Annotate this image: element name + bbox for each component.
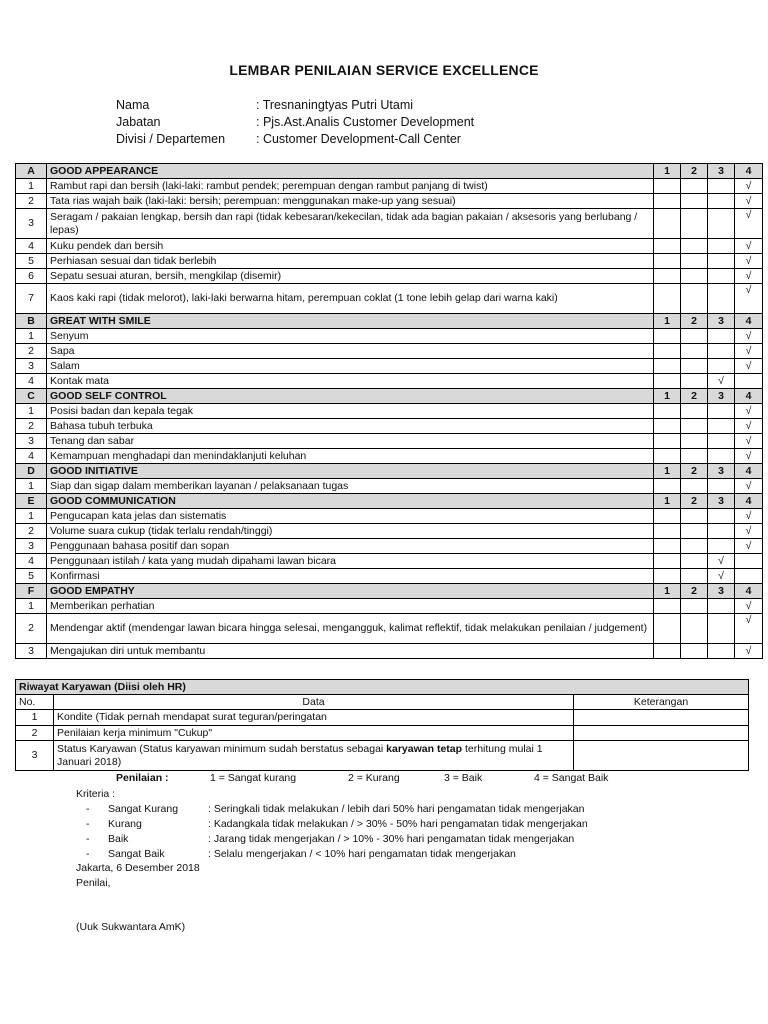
- score-header: 2: [681, 494, 708, 509]
- score-header: 1: [654, 494, 681, 509]
- item-no: 1: [16, 404, 47, 419]
- table-row: [16, 254, 763, 269]
- section-header-row: [16, 164, 763, 179]
- section-title: GOOD COMMUNICATION: [47, 494, 654, 509]
- row-data: [54, 741, 574, 771]
- score-cell: [708, 209, 735, 239]
- score-cell: √: [708, 554, 735, 569]
- signer-name: (Uuk Sukwantara AmK): [76, 921, 186, 933]
- score-cell: [708, 644, 735, 659]
- score-header: 3: [708, 464, 735, 479]
- score-cell: [708, 509, 735, 524]
- section-code: F: [16, 584, 47, 599]
- score-cell: [654, 599, 681, 614]
- section-title: GOOD APPEARANCE: [47, 164, 654, 179]
- item-no: 3: [16, 644, 47, 659]
- row-keterangan: [574, 710, 749, 726]
- kriteria-label: Kriteria :: [76, 788, 116, 800]
- score-header: 4: [735, 584, 763, 599]
- item-text: Tata rias wajah baik (laki-laki: bersih; perempuan: menggunakan make-up yang sesuai): [47, 194, 654, 209]
- text-part: Status Karyawan (Status karyawan minimum sudah berstatus sebagai: [57, 742, 387, 755]
- score-header: 1: [654, 314, 681, 329]
- score-cell: [681, 269, 708, 284]
- score-cell: √: [735, 599, 763, 614]
- score-cell: [654, 269, 681, 284]
- table-row: [16, 269, 763, 284]
- score-cell: √: [735, 479, 763, 494]
- score-cell: [654, 614, 681, 644]
- row-no: 2: [16, 726, 54, 741]
- table-row: [16, 539, 763, 554]
- score-cell: [654, 239, 681, 254]
- item-text: Konfirmasi: [47, 569, 654, 584]
- score-cell: √: [735, 344, 763, 359]
- score-header: 3: [708, 584, 735, 599]
- table-row: [16, 710, 749, 726]
- score-cell: [654, 359, 681, 374]
- table-row: [16, 644, 763, 659]
- score-cell: [735, 569, 763, 584]
- score-cell: [654, 179, 681, 194]
- kriteria-row: [76, 832, 588, 847]
- score-header: 1: [654, 464, 681, 479]
- section-code: D: [16, 464, 47, 479]
- table-row: [16, 404, 763, 419]
- kriteria-row: [76, 847, 588, 862]
- info-row-nama: [116, 97, 474, 114]
- score-cell: [681, 449, 708, 464]
- section-code: B: [16, 314, 47, 329]
- kriteria-name: Kurang: [108, 818, 142, 830]
- score-header: 3: [708, 164, 735, 179]
- score-cell: [654, 419, 681, 434]
- score-cell: [708, 254, 735, 269]
- table-row: [16, 726, 749, 741]
- score-cell: [708, 524, 735, 539]
- item-text: Pengucapan kata jelas dan sistematis: [47, 509, 654, 524]
- item-text: Bahasa tubuh terbuka: [47, 419, 654, 434]
- score-cell: [681, 599, 708, 614]
- score-cell: √: [735, 269, 763, 284]
- scale-2: 2 = Kurang: [348, 772, 400, 784]
- item-text: Senyum: [47, 329, 654, 344]
- table-row: [16, 419, 763, 434]
- info-value: : Pjs.Ast.Analis Customer Development: [256, 115, 475, 129]
- score-cell: √: [735, 419, 763, 434]
- kriteria-name: Baik: [108, 833, 129, 845]
- scale-4: 4 = Sangat Baik: [534, 772, 609, 784]
- item-no: 4: [16, 374, 47, 389]
- dash: -: [86, 848, 90, 860]
- row-no: 3: [16, 741, 54, 771]
- kriteria-desc: : Selalu mengerjakan / < 10% hari pengamatan tidak mengerjakan: [208, 848, 516, 860]
- score-cell: [708, 329, 735, 344]
- score-cell: [654, 209, 681, 239]
- score-header: 3: [708, 314, 735, 329]
- score-cell: [654, 569, 681, 584]
- kriteria-row: [76, 802, 588, 817]
- item-text: Kuku pendek dan bersih: [47, 239, 654, 254]
- dash: -: [86, 833, 90, 845]
- section-header-row: [16, 464, 763, 479]
- table-row: [16, 434, 763, 449]
- score-cell: [681, 569, 708, 584]
- scale-1: 1 = Sangat kurang: [210, 772, 297, 784]
- item-no: 2: [16, 524, 47, 539]
- text-part: terhitung mulai 1 Januari 2018): [57, 742, 543, 768]
- score-cell: [681, 239, 708, 254]
- item-text: Memberikan perhatian: [47, 599, 654, 614]
- assessment-table: [15, 163, 763, 659]
- item-text: Mendengar aktif (mendengar lawan bicara hingga selesai, mengangguk, kalimat reflektif, tidak melakukan penilaian / judgement): [47, 614, 654, 644]
- item-no: 1: [16, 329, 47, 344]
- item-text: Penggunaan bahasa positif dan sopan: [47, 539, 654, 554]
- score-header: 2: [681, 584, 708, 599]
- section-title: GOOD SELF CONTROL: [47, 389, 654, 404]
- info-label: Divisi / Departemen: [116, 132, 226, 146]
- score-cell: [681, 614, 708, 644]
- info-label: Jabatan: [116, 115, 161, 129]
- item-text: Kemampuan menghadapi dan menindaklanjuti keluhan: [47, 449, 654, 464]
- score-cell: [735, 554, 763, 569]
- row-data: Penilaian kerja minimum "Cukup": [54, 726, 574, 741]
- riwayat-title: Riwayat Karyawan (Diisi oleh HR): [16, 680, 749, 695]
- score-cell: √: [735, 359, 763, 374]
- item-no: 4: [16, 554, 47, 569]
- score-cell: [708, 269, 735, 284]
- score-header: 3: [708, 494, 735, 509]
- table-row: [16, 509, 763, 524]
- score-header: 4: [735, 164, 763, 179]
- section-title: GOOD EMPATHY: [47, 584, 654, 599]
- score-cell: √: [735, 239, 763, 254]
- table-row: [16, 344, 763, 359]
- employee-info: [116, 97, 474, 148]
- score-header: 1: [654, 389, 681, 404]
- score-cell: [681, 209, 708, 239]
- item-text: Perhiasan sesuai dan tidak berlebih: [47, 254, 654, 269]
- score-cell: [708, 599, 735, 614]
- score-cell: √: [735, 449, 763, 464]
- score-cell: [681, 404, 708, 419]
- section-header-row: [16, 494, 763, 509]
- table-row: [16, 194, 763, 209]
- score-cell: √: [735, 329, 763, 344]
- item-text: Volume suara cukup (tidak terlalu rendah/tinggi): [47, 524, 654, 539]
- item-text: Tenang dan sabar: [47, 434, 654, 449]
- item-no: 7: [16, 284, 47, 314]
- item-no: 1: [16, 179, 47, 194]
- section-title: GOOD INITIATIVE: [47, 464, 654, 479]
- score-cell: √: [735, 614, 763, 644]
- score-cell: √: [708, 569, 735, 584]
- item-no: 2: [16, 419, 47, 434]
- score-cell: [708, 404, 735, 419]
- page-title: LEMBAR PENILAIAN SERVICE EXCELLENCE: [229, 62, 539, 78]
- table-row: [16, 479, 763, 494]
- table-row: [16, 374, 763, 389]
- item-text: Kontak mata: [47, 374, 654, 389]
- score-cell: [708, 359, 735, 374]
- score-cell: [654, 644, 681, 659]
- table-row: [16, 524, 763, 539]
- score-cell: [708, 284, 735, 314]
- item-text: Salam: [47, 359, 654, 374]
- score-cell: [681, 329, 708, 344]
- table-row: [16, 359, 763, 374]
- item-no: 3: [16, 539, 47, 554]
- score-cell: [708, 344, 735, 359]
- text-bold-part: karyawan tetap: [386, 742, 463, 755]
- score-cell: [681, 554, 708, 569]
- score-header: 2: [681, 389, 708, 404]
- section-header-row: [16, 584, 763, 599]
- kriteria-desc: : Seringkali tidak melakukan / lebih dari 50% hari pengamatan tidak mengerjakan: [208, 803, 585, 815]
- table-row: [16, 741, 749, 771]
- item-text: Mengajukan diri untuk membantu: [47, 644, 654, 659]
- item-no: 4: [16, 449, 47, 464]
- col-keterangan-header: Keterangan: [574, 695, 749, 710]
- item-no: 3: [16, 209, 47, 239]
- score-header: 3: [708, 389, 735, 404]
- score-cell: [654, 404, 681, 419]
- score-cell: [735, 374, 763, 389]
- table-row: [16, 239, 763, 254]
- table-row: [16, 554, 763, 569]
- section-code: C: [16, 389, 47, 404]
- item-no: 3: [16, 434, 47, 449]
- item-no: 4: [16, 239, 47, 254]
- score-cell: √: [735, 509, 763, 524]
- score-cell: [681, 434, 708, 449]
- kriteria-block: [76, 787, 588, 862]
- table-row: [16, 179, 763, 194]
- kriteria-desc: : Jarang tidak mengerjakan / > 10% - 30% hari pengamatan tidak mengerjakan: [208, 833, 575, 845]
- kriteria-name: Sangat Kurang: [108, 803, 179, 815]
- score-header: 2: [681, 164, 708, 179]
- score-cell: [654, 509, 681, 524]
- score-cell: [681, 374, 708, 389]
- score-cell: [681, 179, 708, 194]
- item-no: 5: [16, 254, 47, 269]
- score-cell: [654, 479, 681, 494]
- item-no: 5: [16, 569, 47, 584]
- table-row: [16, 209, 763, 239]
- score-cell: √: [735, 254, 763, 269]
- item-no: 1: [16, 479, 47, 494]
- score-header: 2: [681, 464, 708, 479]
- score-cell: √: [735, 539, 763, 554]
- item-text: Sepatu sesuai aturan, bersih, mengkilap (disemir): [47, 269, 654, 284]
- score-header: 4: [735, 314, 763, 329]
- score-cell: √: [735, 209, 763, 239]
- score-cell: [708, 179, 735, 194]
- item-text: Kaos kaki rapi (tidak melorot), laki-laki berwarna hitam, perempuan coklat (1 tone lebih gelap dari warna kaki): [47, 284, 654, 314]
- section-title: GREAT WITH SMILE: [47, 314, 654, 329]
- score-cell: [681, 284, 708, 314]
- row-data: Kondite (Tidak pernah mendapat surat teguran/peringatan: [54, 710, 574, 726]
- score-header: 1: [654, 164, 681, 179]
- section-code: E: [16, 494, 47, 509]
- score-cell: [708, 434, 735, 449]
- riwayat-karyawan-table: [15, 679, 749, 771]
- score-cell: [654, 329, 681, 344]
- score-cell: [681, 254, 708, 269]
- item-text: Siap dan sigap dalam memberikan layanan / pelaksanaan tugas: [47, 479, 654, 494]
- score-header: 4: [735, 389, 763, 404]
- score-header: 4: [735, 494, 763, 509]
- score-cell: √: [735, 179, 763, 194]
- score-cell: [654, 194, 681, 209]
- score-cell: [654, 554, 681, 569]
- score-cell: [708, 614, 735, 644]
- table-row: [16, 329, 763, 344]
- info-row-divisi: [116, 131, 474, 148]
- score-cell: [708, 419, 735, 434]
- kriteria-name: Sangat Baik: [108, 848, 165, 860]
- score-cell: [654, 284, 681, 314]
- item-no: 2: [16, 344, 47, 359]
- info-row-jabatan: [116, 114, 474, 131]
- item-text: Sapa: [47, 344, 654, 359]
- riwayat-title-row: [16, 680, 749, 695]
- score-cell: [681, 524, 708, 539]
- dash: -: [86, 803, 90, 815]
- table-row: [16, 284, 763, 314]
- score-cell: √: [735, 194, 763, 209]
- item-no: 1: [16, 509, 47, 524]
- table-row: [16, 599, 763, 614]
- score-cell: √: [708, 374, 735, 389]
- score-cell: √: [735, 524, 763, 539]
- score-cell: [681, 539, 708, 554]
- score-cell: [654, 434, 681, 449]
- score-cell: [708, 539, 735, 554]
- score-cell: √: [735, 644, 763, 659]
- score-header: 1: [654, 584, 681, 599]
- info-value: : Customer Development-Call Center: [256, 132, 461, 146]
- score-cell: √: [735, 284, 763, 314]
- score-cell: [681, 644, 708, 659]
- section-header-row: [16, 314, 763, 329]
- col-data-header: Data: [54, 695, 574, 710]
- item-no: 6: [16, 269, 47, 284]
- row-no: 1: [16, 710, 54, 726]
- score-cell: [708, 449, 735, 464]
- score-cell: [708, 194, 735, 209]
- score-cell: [654, 344, 681, 359]
- item-text: Rambut rapi dan bersih (laki-laki: rambut pendek; perempuan dengan rambut panjang di twist): [47, 179, 654, 194]
- score-cell: [654, 539, 681, 554]
- score-cell: [681, 509, 708, 524]
- item-text: Seragam / pakaian lengkap, bersih dan rapi (tidak kebesaran/kekecilan, tidak ada bagian pakaian / aksesoris yang berlubang / lepas): [47, 209, 654, 239]
- item-text: Penggunaan istilah / kata yang mudah dipahami lawan bicara: [47, 554, 654, 569]
- item-no: 3: [16, 359, 47, 374]
- info-value: : Tresnaningtyas Putri Utami: [256, 98, 414, 112]
- score-cell: [654, 449, 681, 464]
- kriteria-desc: : Kadangkala tidak melakukan / > 30% - 50% hari pengamatan tidak mengerjakan: [208, 818, 588, 830]
- item-no: 1: [16, 599, 47, 614]
- kriteria-row: [76, 817, 588, 832]
- score-cell: [681, 419, 708, 434]
- score-cell: [654, 374, 681, 389]
- table-row: [16, 614, 763, 644]
- table-row: [16, 449, 763, 464]
- table-row: [16, 569, 763, 584]
- row-keterangan: [574, 741, 749, 771]
- item-text: Posisi badan dan kepala tegak: [47, 404, 654, 419]
- item-no: 2: [16, 614, 47, 644]
- row-keterangan: [574, 726, 749, 741]
- score-cell: [681, 194, 708, 209]
- score-header: 4: [735, 464, 763, 479]
- score-cell: [708, 479, 735, 494]
- section-header-row: [16, 389, 763, 404]
- score-cell: [681, 479, 708, 494]
- score-cell: [708, 239, 735, 254]
- scale-3: 3 = Baik: [444, 772, 483, 784]
- score-cell: [654, 524, 681, 539]
- riwayat-header-row: [16, 695, 749, 710]
- info-label: Nama: [116, 98, 150, 112]
- score-header: 2: [681, 314, 708, 329]
- col-no-header: No.: [16, 695, 54, 710]
- score-cell: √: [735, 404, 763, 419]
- penilai-label: Penilai,: [76, 877, 111, 889]
- place-date: Jakarta, 6 Desember 2018: [76, 862, 200, 874]
- score-cell: √: [735, 434, 763, 449]
- score-cell: [681, 359, 708, 374]
- penilaian-label: Penilaian :: [116, 772, 169, 784]
- score-cell: [654, 254, 681, 269]
- item-no: 2: [16, 194, 47, 209]
- score-cell: [681, 344, 708, 359]
- section-code: A: [16, 164, 47, 179]
- dash: -: [86, 818, 90, 830]
